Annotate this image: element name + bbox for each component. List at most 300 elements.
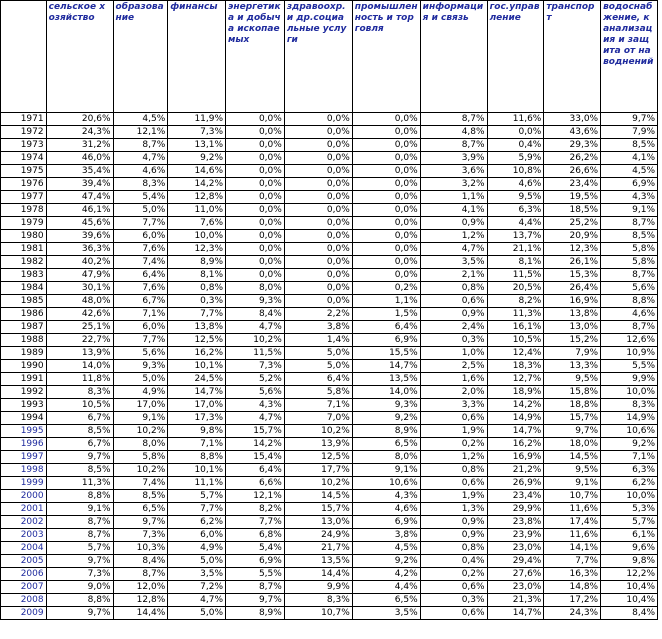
value-cell: 0,0% <box>226 269 285 282</box>
value-cell: 8,7% <box>420 113 487 126</box>
value-cell: 5,6% <box>226 386 285 399</box>
value-cell: 6,9% <box>226 555 285 568</box>
header-cell: промышленность и торговля <box>352 1 420 113</box>
value-cell: 1,1% <box>352 295 420 308</box>
value-cell: 5,5% <box>226 568 285 581</box>
value-cell: 16,9% <box>487 451 544 464</box>
value-cell: 5,8% <box>601 243 658 256</box>
value-cell: 9,1% <box>544 477 601 490</box>
value-cell: 5,7% <box>168 490 226 503</box>
value-cell: 12,3% <box>544 243 601 256</box>
value-cell: 45,6% <box>46 217 113 230</box>
value-cell: 7,7% <box>113 217 168 230</box>
value-cell: 9,2% <box>601 438 658 451</box>
header-cell: сельское хозяйство <box>46 1 113 113</box>
value-cell: 11,5% <box>226 347 285 360</box>
value-cell: 6,3% <box>601 464 658 477</box>
value-cell: 26,2% <box>544 152 601 165</box>
value-cell: 9,8% <box>601 555 658 568</box>
value-cell: 0,3% <box>420 594 487 607</box>
value-cell: 4,2% <box>352 568 420 581</box>
value-cell: 0,0% <box>284 113 352 126</box>
value-cell: 6,5% <box>113 503 168 516</box>
year-cell: 1985 <box>1 295 47 308</box>
table-row <box>1 438 658 451</box>
value-cell: 18,0% <box>544 438 601 451</box>
value-cell: 8,2% <box>226 503 285 516</box>
table-row <box>1 269 658 282</box>
value-cell: 6,2% <box>168 516 226 529</box>
value-cell: 13,5% <box>284 555 352 568</box>
value-cell: 0,8% <box>420 282 487 295</box>
value-cell: 16,2% <box>168 347 226 360</box>
value-cell: 0,9% <box>420 308 487 321</box>
value-cell: 24,3% <box>544 607 601 620</box>
value-cell: 20,6% <box>46 113 113 126</box>
value-cell: 0,0% <box>352 243 420 256</box>
year-cell: 1983 <box>1 269 47 282</box>
year-cell: 1992 <box>1 386 47 399</box>
value-cell: 1,5% <box>352 308 420 321</box>
year-cell: 1974 <box>1 152 47 165</box>
value-cell: 6,5% <box>352 438 420 451</box>
value-cell: 8,7% <box>46 529 113 542</box>
value-cell: 0,0% <box>352 178 420 191</box>
value-cell: 8,5% <box>601 230 658 243</box>
header-cell: информация и связь <box>420 1 487 113</box>
value-cell: 14,2% <box>226 438 285 451</box>
value-cell: 2,2% <box>284 308 352 321</box>
value-cell: 0,2% <box>420 438 487 451</box>
value-cell: 14,4% <box>113 607 168 620</box>
value-cell: 6,4% <box>226 464 285 477</box>
table-row <box>1 360 658 373</box>
value-cell: 5,0% <box>113 373 168 386</box>
value-cell: 12,8% <box>168 191 226 204</box>
value-cell: 15,7% <box>544 412 601 425</box>
value-cell: 10,2% <box>284 477 352 490</box>
value-cell: 6,9% <box>601 178 658 191</box>
value-cell: 7,1% <box>284 399 352 412</box>
table-row <box>1 373 658 386</box>
value-cell: 0,0% <box>284 230 352 243</box>
table-row <box>1 321 658 334</box>
value-cell: 0,2% <box>352 282 420 295</box>
value-cell: 9,2% <box>168 152 226 165</box>
year-cell: 1971 <box>1 113 47 126</box>
value-cell: 7,3% <box>226 360 285 373</box>
value-cell: 7,7% <box>113 334 168 347</box>
value-cell: 7,6% <box>113 282 168 295</box>
value-cell: 0,0% <box>352 165 420 178</box>
value-cell: 5,8% <box>284 386 352 399</box>
value-cell: 4,1% <box>601 152 658 165</box>
value-cell: 16,9% <box>544 295 601 308</box>
value-cell: 7,0% <box>284 412 352 425</box>
value-cell: 0,9% <box>420 529 487 542</box>
table-row <box>1 425 658 438</box>
value-cell: 46,0% <box>46 152 113 165</box>
value-cell: 5,0% <box>168 607 226 620</box>
year-cell: 2009 <box>1 607 47 620</box>
value-cell: 1,9% <box>420 490 487 503</box>
value-cell: 5,7% <box>46 542 113 555</box>
value-cell: 0,0% <box>352 256 420 269</box>
year-cell: 1975 <box>1 165 47 178</box>
value-cell: 6,7% <box>46 412 113 425</box>
value-cell: 5,2% <box>226 373 285 386</box>
value-cell: 23,0% <box>487 581 544 594</box>
table-row <box>1 230 658 243</box>
table-row <box>1 412 658 425</box>
value-cell: 0,3% <box>420 334 487 347</box>
value-cell: 17,0% <box>113 399 168 412</box>
year-cell: 1981 <box>1 243 47 256</box>
value-cell: 10,2% <box>226 334 285 347</box>
value-cell: 9,7% <box>544 425 601 438</box>
value-cell: 10,6% <box>352 477 420 490</box>
value-cell: 0,9% <box>420 217 487 230</box>
value-cell: 8,4% <box>226 308 285 321</box>
value-cell: 13,5% <box>352 373 420 386</box>
value-cell: 25,2% <box>544 217 601 230</box>
value-cell: 8,3% <box>601 399 658 412</box>
table-row <box>1 607 658 620</box>
value-cell: 23,4% <box>544 178 601 191</box>
value-cell: 10,2% <box>113 425 168 438</box>
value-cell: 6,9% <box>352 334 420 347</box>
value-cell: 5,7% <box>601 516 658 529</box>
value-cell: 31,2% <box>46 139 113 152</box>
value-cell: 21,1% <box>487 243 544 256</box>
value-cell: 29,4% <box>487 555 544 568</box>
value-cell: 23,8% <box>487 516 544 529</box>
value-cell: 5,0% <box>168 555 226 568</box>
value-cell: 10,1% <box>168 360 226 373</box>
value-cell: 0,0% <box>284 269 352 282</box>
value-cell: 10,7% <box>544 490 601 503</box>
value-cell: 8,8% <box>46 594 113 607</box>
year-cell: 1977 <box>1 191 47 204</box>
value-cell: 17,0% <box>168 399 226 412</box>
value-cell: 9,1% <box>46 503 113 516</box>
year-cell: 1998 <box>1 464 47 477</box>
value-cell: 0,0% <box>284 282 352 295</box>
value-cell: 14,9% <box>601 412 658 425</box>
value-cell: 8,8% <box>46 490 113 503</box>
value-cell: 15,3% <box>544 269 601 282</box>
value-cell: 0,4% <box>487 139 544 152</box>
value-cell: 9,9% <box>284 581 352 594</box>
value-cell: 5,0% <box>284 347 352 360</box>
value-cell: 1,9% <box>420 425 487 438</box>
value-cell: 14,0% <box>352 386 420 399</box>
table-row <box>1 490 658 503</box>
year-cell: 2000 <box>1 490 47 503</box>
value-cell: 11,0% <box>168 204 226 217</box>
value-cell: 11,1% <box>168 477 226 490</box>
value-cell: 3,5% <box>168 568 226 581</box>
value-cell: 3,5% <box>420 256 487 269</box>
value-cell: 11,6% <box>487 113 544 126</box>
value-cell: 6,7% <box>113 295 168 308</box>
value-cell: 6,2% <box>601 477 658 490</box>
value-cell: 0,0% <box>284 256 352 269</box>
year-cell: 2002 <box>1 516 47 529</box>
value-cell: 18,5% <box>544 204 601 217</box>
value-cell: 14,1% <box>544 542 601 555</box>
value-cell: 15,5% <box>352 347 420 360</box>
value-cell: 13,9% <box>284 438 352 451</box>
value-cell: 3,9% <box>420 152 487 165</box>
value-cell: 15,4% <box>226 451 285 464</box>
value-cell: 8,0% <box>226 282 285 295</box>
value-cell: 20,9% <box>544 230 601 243</box>
value-cell: 0,0% <box>284 178 352 191</box>
value-cell: 4,8% <box>420 126 487 139</box>
value-cell: 4,5% <box>352 542 420 555</box>
value-cell: 6,1% <box>601 529 658 542</box>
value-cell: 8,3% <box>284 594 352 607</box>
value-cell: 7,2% <box>168 581 226 594</box>
value-cell: 8,4% <box>113 555 168 568</box>
value-cell: 0,0% <box>352 191 420 204</box>
value-cell: 8,5% <box>601 139 658 152</box>
value-cell: 14,5% <box>544 451 601 464</box>
value-cell: 4,7% <box>168 594 226 607</box>
value-cell: 8,7% <box>226 581 285 594</box>
value-cell: 0,0% <box>284 152 352 165</box>
value-cell: 24,5% <box>168 373 226 386</box>
value-cell: 1,4% <box>284 334 352 347</box>
value-cell: 5,0% <box>284 360 352 373</box>
header-cell: транспорт <box>544 1 601 113</box>
value-cell: 5,4% <box>113 191 168 204</box>
value-cell: 3,5% <box>352 607 420 620</box>
value-cell: 1,2% <box>420 230 487 243</box>
value-cell: 7,4% <box>113 477 168 490</box>
value-cell: 15,7% <box>284 503 352 516</box>
value-cell: 10,9% <box>601 347 658 360</box>
year-cell: 2005 <box>1 555 47 568</box>
value-cell: 0,4% <box>420 555 487 568</box>
value-cell: 8,7% <box>601 321 658 334</box>
value-cell: 18,3% <box>487 360 544 373</box>
value-cell: 6,5% <box>352 594 420 607</box>
value-cell: 5,5% <box>601 360 658 373</box>
value-cell: 0,8% <box>420 464 487 477</box>
value-cell: 4,5% <box>601 165 658 178</box>
value-cell: 14,9% <box>487 412 544 425</box>
table-row <box>1 581 658 594</box>
year-cell: 2003 <box>1 529 47 542</box>
value-cell: 4,6% <box>601 308 658 321</box>
value-cell: 3,3% <box>420 399 487 412</box>
value-cell: 4,9% <box>113 386 168 399</box>
value-cell: 4,7% <box>226 321 285 334</box>
value-cell: 4,5% <box>113 113 168 126</box>
value-cell: 8,9% <box>226 607 285 620</box>
value-cell: 0,0% <box>352 217 420 230</box>
value-cell: 12,7% <box>487 373 544 386</box>
value-cell: 10,5% <box>46 399 113 412</box>
year-cell: 1989 <box>1 347 47 360</box>
value-cell: 4,7% <box>420 243 487 256</box>
value-cell: 7,7% <box>226 516 285 529</box>
value-cell: 13,1% <box>168 139 226 152</box>
value-cell: 9,8% <box>168 425 226 438</box>
value-cell: 9,1% <box>352 464 420 477</box>
value-cell: 10,1% <box>168 464 226 477</box>
table-row <box>1 555 658 568</box>
value-cell: 11,8% <box>46 373 113 386</box>
value-cell: 4,4% <box>352 581 420 594</box>
header-corner <box>1 1 47 113</box>
value-cell: 14,6% <box>168 165 226 178</box>
value-cell: 0,0% <box>284 217 352 230</box>
table-row <box>1 399 658 412</box>
value-cell: 0,0% <box>352 204 420 217</box>
value-cell: 4,3% <box>226 399 285 412</box>
value-cell: 23,4% <box>487 490 544 503</box>
value-cell: 14,7% <box>487 425 544 438</box>
table-row <box>1 113 658 126</box>
value-cell: 8,5% <box>46 464 113 477</box>
value-cell: 0,6% <box>420 607 487 620</box>
value-cell: 7,1% <box>168 438 226 451</box>
year-cell: 1978 <box>1 204 47 217</box>
value-cell: 8,0% <box>113 438 168 451</box>
table-row <box>1 165 658 178</box>
year-cell: 1972 <box>1 126 47 139</box>
table-row <box>1 178 658 191</box>
value-cell: 9,7% <box>46 451 113 464</box>
value-cell: 12,2% <box>601 568 658 581</box>
value-cell: 2,0% <box>420 386 487 399</box>
value-cell: 5,6% <box>113 347 168 360</box>
value-cell: 9,7% <box>46 555 113 568</box>
value-cell: 0,3% <box>168 295 226 308</box>
value-cell: 10,7% <box>284 607 352 620</box>
value-cell: 0,0% <box>226 204 285 217</box>
table-row <box>1 295 658 308</box>
value-cell: 6,7% <box>46 438 113 451</box>
value-cell: 5,8% <box>113 451 168 464</box>
value-cell: 17,4% <box>544 516 601 529</box>
year-cell: 2001 <box>1 503 47 516</box>
table-row <box>1 139 658 152</box>
header-cell: гос.управление <box>487 1 544 113</box>
value-cell: 8,0% <box>352 451 420 464</box>
value-cell: 10,3% <box>113 542 168 555</box>
table-row <box>1 503 658 516</box>
value-cell: 0,0% <box>284 139 352 152</box>
value-cell: 0,0% <box>226 178 285 191</box>
value-cell: 11,6% <box>544 503 601 516</box>
year-cell: 1991 <box>1 373 47 386</box>
value-cell: 14,7% <box>352 360 420 373</box>
value-cell: 4,6% <box>113 165 168 178</box>
value-cell: 6,9% <box>352 516 420 529</box>
value-cell: 7,7% <box>168 503 226 516</box>
year-cell: 1999 <box>1 477 47 490</box>
value-cell: 40,2% <box>46 256 113 269</box>
value-cell: 9,3% <box>113 360 168 373</box>
value-cell: 9,9% <box>601 373 658 386</box>
value-cell: 9,7% <box>113 516 168 529</box>
year-cell: 1988 <box>1 334 47 347</box>
value-cell: 8,5% <box>113 490 168 503</box>
value-cell: 7,4% <box>113 256 168 269</box>
value-cell: 12,3% <box>168 243 226 256</box>
value-cell: 0,0% <box>352 113 420 126</box>
table-row <box>1 516 658 529</box>
value-cell: 16,3% <box>544 568 601 581</box>
value-cell: 4,3% <box>601 191 658 204</box>
value-cell: 42,6% <box>46 308 113 321</box>
value-cell: 0,0% <box>284 191 352 204</box>
value-cell: 5,0% <box>113 204 168 217</box>
header-cell: образование <box>113 1 168 113</box>
value-cell: 6,0% <box>113 230 168 243</box>
table-row <box>1 152 658 165</box>
value-cell: 12,0% <box>113 581 168 594</box>
value-cell: 8,7% <box>601 269 658 282</box>
value-cell: 5,4% <box>226 542 285 555</box>
value-cell: 26,1% <box>544 256 601 269</box>
value-cell: 10,4% <box>601 594 658 607</box>
value-cell: 0,0% <box>226 256 285 269</box>
value-cell: 5,6% <box>601 282 658 295</box>
value-cell: 29,9% <box>487 503 544 516</box>
value-cell: 10,6% <box>601 425 658 438</box>
table-row <box>1 204 658 217</box>
value-cell: 6,4% <box>352 321 420 334</box>
value-cell: 27,6% <box>487 568 544 581</box>
value-cell: 30,1% <box>46 282 113 295</box>
value-cell: 9,7% <box>601 113 658 126</box>
value-cell: 46,1% <box>46 204 113 217</box>
value-cell: 8,4% <box>601 607 658 620</box>
value-cell: 29,3% <box>544 139 601 152</box>
value-cell: 24,9% <box>284 529 352 542</box>
value-cell: 0,8% <box>420 542 487 555</box>
value-cell: 3,8% <box>284 321 352 334</box>
year-cell: 1995 <box>1 425 47 438</box>
value-cell: 39,6% <box>46 230 113 243</box>
value-cell: 8,8% <box>601 295 658 308</box>
table-row <box>1 568 658 581</box>
value-cell: 17,7% <box>284 464 352 477</box>
year-cell: 2008 <box>1 594 47 607</box>
value-cell: 13,0% <box>284 516 352 529</box>
value-cell: 21,2% <box>487 464 544 477</box>
value-cell: 0,0% <box>226 139 285 152</box>
value-cell: 8,5% <box>46 425 113 438</box>
value-cell: 12,5% <box>284 451 352 464</box>
value-cell: 8,9% <box>168 256 226 269</box>
value-cell: 9,5% <box>487 191 544 204</box>
table-row <box>1 243 658 256</box>
value-cell: 8,7% <box>113 568 168 581</box>
value-cell: 0,0% <box>226 126 285 139</box>
value-cell: 9,2% <box>352 555 420 568</box>
value-cell: 6,6% <box>226 477 285 490</box>
value-cell: 47,9% <box>46 269 113 282</box>
value-cell: 48,0% <box>46 295 113 308</box>
value-cell: 0,0% <box>284 126 352 139</box>
value-cell: 13,7% <box>487 230 544 243</box>
